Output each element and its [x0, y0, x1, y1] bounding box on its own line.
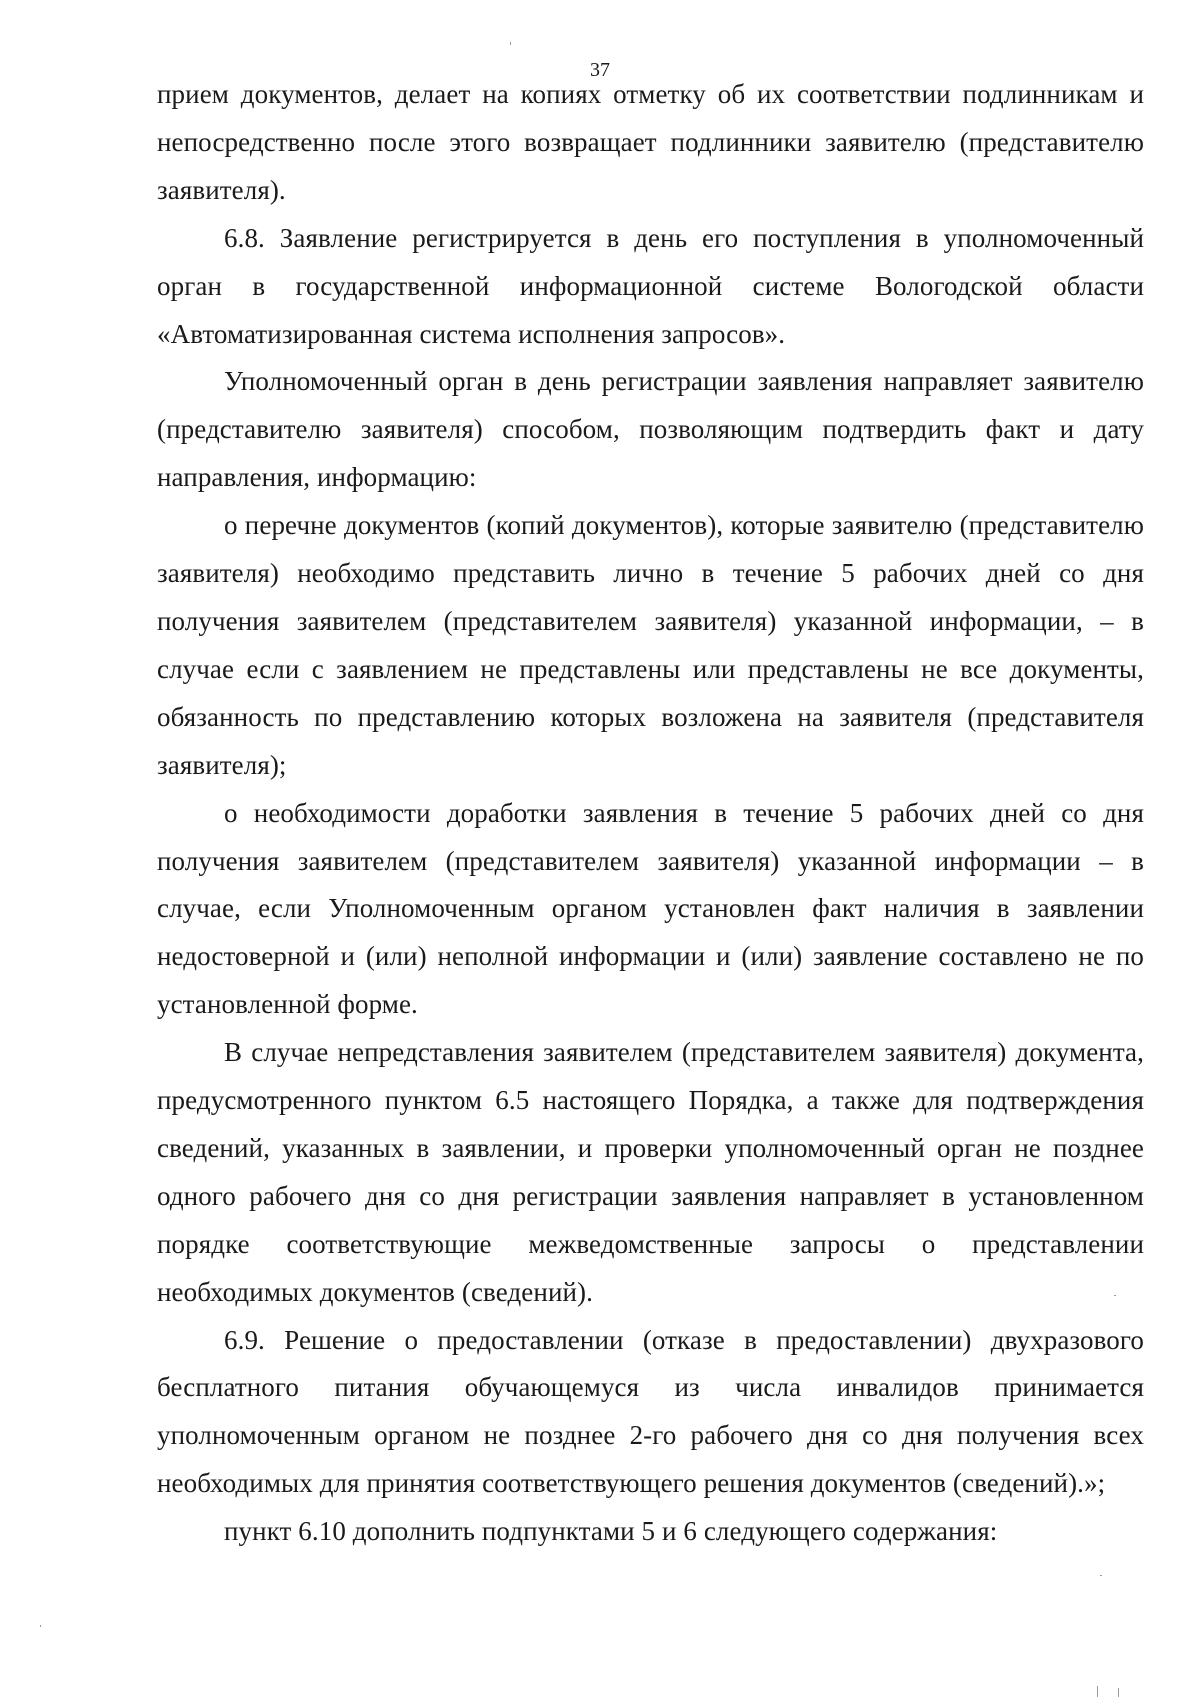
scan-mark-right-upper	[1114, 1295, 1116, 1296]
paragraph-continuation: прием документов, делает на копиях отметку об их соответствии подлинникам и непосредственно после этого возвращает подлинники заявителю (представителю заявителя).	[157, 79, 1144, 205]
page-number: 37	[590, 59, 610, 81]
scan-mark-left	[40, 1625, 41, 1627]
paragraph-amendment: пункт 6.10 дополнить подпунктами 5 и 6 следующего содержания:	[224, 1516, 998, 1547]
scan-mark-bottom-right-a	[1097, 1686, 1098, 1697]
paragraph-documents-list: о перечне документов (копий документов), которые заявителю (представителю заявителя) необходимо представить лично в течение 5 рабочих дней со дня получения заявителем (представителем заявителя) указанной информации, – в случае если с заявлением не представлены или представлены не все документы, обязанность по представлению которых возложена на заявителя (представителя заявителя);	[157, 510, 1144, 780]
document-body	[157, 71, 1144, 1556]
scan-mark-top	[510, 42, 511, 45]
scan-mark-right-lower	[1100, 1575, 1102, 1576]
paragraph-clause-6-8: 6.8. Заявление регистрируется в день его поступления в уполномоченный орган в государственной информационной системе Вологодской области «Автоматизированная система исполнения запросов».	[157, 222, 1144, 349]
paragraph-notification: Уполномоченный орган в день регистрации заявления направляет заявителю (представителю заявителя) способом, позволяющим подтвердить факт и дату направления, информацию:	[157, 366, 1144, 493]
paragraph-revision: о необходимости доработки заявления в течение 5 рабочих дней со дня получения заявителем (представителем заявителя) указанной информации – в случае, если Уполномоченным органом установлен факт наличия в заявлении недостоверной и (или) неполной информации и (или) заявление составлено не по установленной форме.	[157, 797, 1144, 1020]
paragraph-clause-6-9: 6.9. Решение о предоставлении (отказе в предоставлении) двухразового бесплатного питания обучающемуся из числа инвалидов принимается уполномоченным органом не позднее 2-го рабочего дня со дня получения всех необходимых для принятия соответствующего решения документов (сведений).»;	[157, 1324, 1144, 1499]
scan-mark-bottom-right-b	[1118, 1688, 1119, 1697]
paragraph-interagency-requests: В случае непредставления заявителем (представителем заявителя) документа, предусмотренного пунктом 6.5 настоящего Порядка, а также для подтверждения сведений, указанных в заявлении, и проверки уполномоченный орган не позднее одного рабочего дня со дня регистрации заявления направляет в установленном порядке соответствующие межведомственные запросы о представлении необходимых документов (сведений).	[157, 1037, 1144, 1307]
